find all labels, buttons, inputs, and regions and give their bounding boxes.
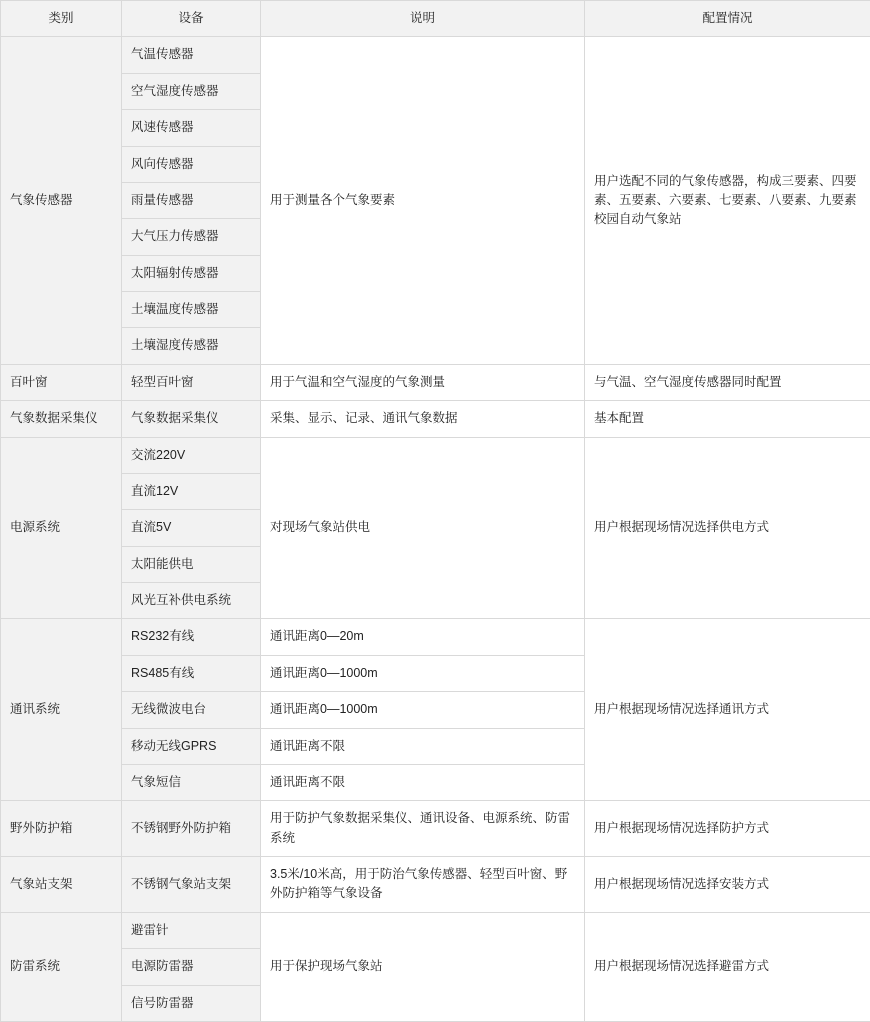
description-cell: 用于测量各个气象要素 xyxy=(261,37,585,364)
table-row xyxy=(1,619,870,655)
description-cell: 通讯距离不限 xyxy=(261,728,585,764)
table-row xyxy=(1,437,870,473)
description-cell: 通讯距离0—1000m xyxy=(261,655,585,691)
configuration-cell: 基本配置 xyxy=(585,401,870,437)
device-cell: 移动无线GPRS xyxy=(122,728,261,764)
category-cell-data-logger: 气象数据采集仪 xyxy=(1,401,122,437)
description-cell: 3.5米/10米高，用于防治气象传感器、轻型百叶窗、野外防护箱等气象设备 xyxy=(261,857,585,913)
header-row xyxy=(1,1,870,37)
configuration-cell: 用户根据现场情况选择通讯方式 xyxy=(585,619,870,801)
device-cell: 空气湿度传感器 xyxy=(122,73,261,109)
description-cell: 通讯距离0—1000m xyxy=(261,692,585,728)
description-cell: 用于保护现场气象站 xyxy=(261,912,585,1021)
device-cell: 交流220V xyxy=(122,437,261,473)
category-cell-lightning-protection: 防雷系统 xyxy=(1,912,122,1021)
table-body xyxy=(1,37,870,1022)
column-header-device: 设备 xyxy=(122,1,261,37)
category-cell-louver: 百叶窗 xyxy=(1,364,122,400)
table-row xyxy=(1,401,870,437)
device-cell: 气温传感器 xyxy=(122,37,261,73)
device-cell: 轻型百叶窗 xyxy=(122,364,261,400)
device-cell: 电源防雷器 xyxy=(122,949,261,985)
table-header xyxy=(1,1,870,37)
device-cell: 太阳能供电 xyxy=(122,546,261,582)
device-cell: 不锈钢野外防护箱 xyxy=(122,801,261,857)
device-cell: 土壤湿度传感器 xyxy=(122,328,261,364)
category-cell-outdoor-enclosure: 野外防护箱 xyxy=(1,801,122,857)
device-cell: 避雷针 xyxy=(122,912,261,948)
description-cell: 用于气温和空气湿度的气象测量 xyxy=(261,364,585,400)
column-header-category: 类别 xyxy=(1,1,122,37)
device-cell: RS232有线 xyxy=(122,619,261,655)
description-cell: 通讯距离不限 xyxy=(261,764,585,800)
description-cell: 对现场气象站供电 xyxy=(261,437,585,619)
device-cell: 大气压力传感器 xyxy=(122,219,261,255)
device-cell: 直流12V xyxy=(122,473,261,509)
device-cell: 直流5V xyxy=(122,510,261,546)
configuration-cell: 用户选配不同的气象传感器，构成三要素、四要素、五要素、六要素、七要素、八要素、九要素校园自动气象站 xyxy=(585,37,870,364)
configuration-cell: 用户根据现场情况选择避雷方式 xyxy=(585,912,870,1021)
configuration-cell: 用户根据现场情况选择供电方式 xyxy=(585,437,870,619)
table-row xyxy=(1,37,870,73)
category-cell-communication-system: 通讯系统 xyxy=(1,619,122,801)
device-cell: 风光互补供电系统 xyxy=(122,583,261,619)
device-cell: 气象短信 xyxy=(122,764,261,800)
category-cell-station-bracket: 气象站支架 xyxy=(1,857,122,913)
description-cell: 用于防护气象数据采集仪、通讯设备、电源系统、防雷系统 xyxy=(261,801,585,857)
table-row xyxy=(1,912,870,948)
configuration-cell: 用户根据现场情况选择安装方式 xyxy=(585,857,870,913)
device-cell: 信号防雷器 xyxy=(122,985,261,1021)
category-cell-power-system: 电源系统 xyxy=(1,437,122,619)
category-cell-weather-sensors: 气象传感器 xyxy=(1,37,122,364)
configuration-cell: 与气温、空气湿度传感器同时配置 xyxy=(585,364,870,400)
table-row xyxy=(1,364,870,400)
column-header-description: 说明 xyxy=(261,1,585,37)
description-cell: 采集、显示、记录、通讯气象数据 xyxy=(261,401,585,437)
description-cell: 通讯距离0—20m xyxy=(261,619,585,655)
device-cell: 太阳辐射传感器 xyxy=(122,255,261,291)
table-row xyxy=(1,801,870,857)
device-cell: 风速传感器 xyxy=(122,110,261,146)
device-cell: 雨量传感器 xyxy=(122,182,261,218)
device-cell: 气象数据采集仪 xyxy=(122,401,261,437)
device-cell: 无线微波电台 xyxy=(122,692,261,728)
configuration-cell: 用户根据现场情况选择防护方式 xyxy=(585,801,870,857)
device-cell: 风向传感器 xyxy=(122,146,261,182)
device-cell: RS485有线 xyxy=(122,655,261,691)
device-cell: 不锈钢气象站支架 xyxy=(122,857,261,913)
device-cell: 土壤温度传感器 xyxy=(122,292,261,328)
column-header-configuration: 配置情况 xyxy=(585,1,870,37)
table-row xyxy=(1,857,870,913)
